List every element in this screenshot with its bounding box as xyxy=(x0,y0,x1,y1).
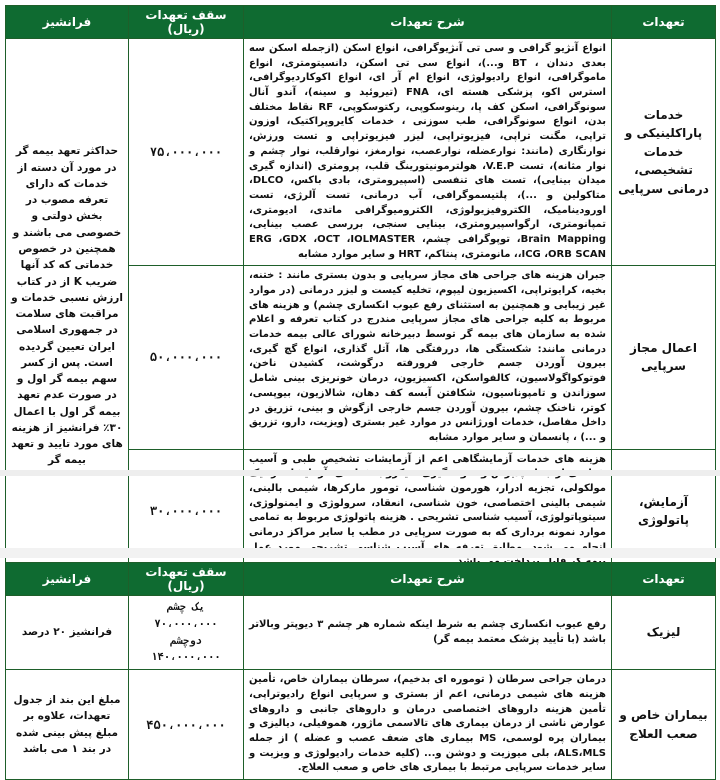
cap-cell: ۴۵۰،۰۰۰،۰۰۰ xyxy=(129,670,244,780)
table1-header-row xyxy=(6,6,716,39)
franchise-cell: حداکثر تعهد بیمه گر در مورد آن دسته از خدمات که دارای تعرفه مصوب در بخش دولتی و خصوصی می باشند و همچنین در خصوص خدماتی که کد آنها ضریب K از در کتاب ارزش نسبی خدمات و مراقبت های سلامت در جمهوری اسلامی ایران تعیین گردیده است. پس از کسر سهم بیمه گر اول و در صورت عدم تعهد بیمه گر اول با اعمال ۳۰٪ فرانشیز از هزینه های مورد تایید و تعهد بیمه گر xyxy=(6,39,129,574)
coverage-table-1-grid xyxy=(5,5,716,574)
coverage-table-2-grid xyxy=(5,562,716,780)
coverage-cell: آزمایش، پاتولوژی xyxy=(612,449,716,574)
franchise-cell: فرانشیز ۲۰ درصد xyxy=(6,596,129,670)
coverage-cell: لیزیک xyxy=(612,596,716,670)
page-gap xyxy=(0,548,720,558)
coverage-table-2 xyxy=(5,562,715,780)
table-row xyxy=(6,596,716,670)
description-cell: رفع عیوب انکساری چشم به شرط اینکه شماره هر چشم ۳ دیوپتر وبالاتر باشد (با تأیید پزشک معتمد بیمه گر) xyxy=(244,596,612,670)
franchise-cell: مبلغ این بند از جدول تعهدات، علاوه بر مبلغ پیش بینی شده در بند ۱ می باشد xyxy=(6,670,129,780)
cap-cell: ۵۰،۰۰۰،۰۰۰ xyxy=(129,266,244,449)
cap-cell: ۳۰،۰۰۰،۰۰۰ xyxy=(129,449,244,574)
table-row xyxy=(6,39,716,266)
header-franchise: فرانشیز xyxy=(6,6,129,39)
header-coverage: تعهدات xyxy=(612,6,716,39)
page-separator xyxy=(0,470,720,476)
header-description: شرح تعهدات xyxy=(244,6,612,39)
coverage-cell: اعمال مجاز سرپایی xyxy=(612,266,716,449)
header-franchise: فرانشیز xyxy=(6,563,129,596)
header-description: شرح تعهدات xyxy=(244,563,612,596)
header-coverage: تعهدات xyxy=(612,563,716,596)
description-cell: انواع آنژیو گرافی و سی تی آنژیوگرافی، انواع اسکن (ازجمله اسکن سه بعدی دندان ، BT و...)، انواع سی تی اسکن، دانسیتومتری، انواع ماموگرافی، انواع رادیولوژی، انواع ام آر ای، انواع اکوکاردیوگرافی، استرس اکو، پزشکی هسته ای، FNA (تیروئید و سینه)، آندو آنال سونوگرافی، اسکن کف پا، رینوسکوپی، رکتوسکوپی، RF نقاط مختلف بدن، انواع سونوگرافی، طب سوزنی ، خدمات کایروپراکتیک، اوزون تراپی، مگنت تراپی، فیزیوتراپی، لیزر فیزیوتراپی و تست ورزش، نوارنگاری (مانند: نوارعضله، نوارعصب، نوارمغز، نوارقلب، نوار چشم و نوار مثانه)، تست V.E.P، هولترمونیتورینگ قلب، پرومتری (اندازه گیری میدان بینایی)، تست های تنفسی (اسپیرومتری، بادی باکس، DLCO، متاکولین و ...)، پلتیسموگرافی، آب درمانی، تست آلرژی، تست اورودینامیک، الکتروفیزیولوژی، الکترومیوگرافی ماتدی، ادیومتری، تمپانومتری، ارگواسپیرومتری، بینایی سنجی، بررسی عصب بینایی، Brain Mapping، توپوگرافی چشم، ERG ،GDX ،OCT ،IOLMASTER ،ICG ،ORB SCAN، مانومتری، پنتاکم، HRT و سایر موارد مشابه xyxy=(244,39,612,266)
description-cell: درمان جراحی سرطان ( توموره ای بدخیم)، سرطان بیماران خاص، تأمین هزینه های شیمی درمانی، اعم از بستری و سرپایی انواع رادیوتراپی، تأمین هزینه داروهای اختصاصی درمان و داروهای جانبی و داروهای عوارض ناشی از درمان بیماری های تالاسمی ماژور، هموفیلی، دیالیزی و بیماران پره لوسمی، MS بیماری های ضعف عصب و عضله ) از جمله ALS،MLS، بلی میوزیت و دوشن و... (کلیه خدمات رادیولوژی و ویزیت و سایر خدمات سرپایی مرتبط با بیماری های خاص و صعب العلاج. xyxy=(244,670,612,780)
header-cap: سقف تعهدات (ریال) xyxy=(129,6,244,39)
header-cap: سقف تعهدات (ریال) xyxy=(129,563,244,596)
cap-cell: ۷۵،۰۰۰،۰۰۰ xyxy=(129,39,244,266)
coverage-cell: بیماران خاص و صعب العلاج xyxy=(612,670,716,780)
cap-cell xyxy=(129,596,244,670)
cap-one-eye: یک چشم ۷۰،۰۰۰،۰۰۰ xyxy=(154,601,218,630)
table-row xyxy=(6,670,716,780)
cap-two-eyes: دوچشم ۱۴۰،۰۰۰،۰۰۰ xyxy=(151,634,221,664)
coverage-table-1 xyxy=(5,5,715,574)
description-cell: هزینه های خدمات آزمایشگاهی اعم از آزمایشات تشخیص طبی و آسیب مولکولی، تجزیه ادرار، هورمون شناسی، تومور مارکرها، شیمی بالینی، شیمی بالینی اختصاصی، خون شناسی، انعقاد، سرولوژی و ایمنولوژی، سیتوپاتولوژی، آسیب شناسی تشریحی . هزینه پاتولوژی مربوط به تمامی موارد نمونه برداری که به صورت سرپایی در مطب یا سایر مراکز درمانی xyxy=(244,449,612,574)
description-cell: جبران هزینه های جراحی های مجاز سرپایی و بدون بستری مانند : ختنه، بخیه، کرایوتراپی، اکسیزیون لیپوم، تخلیه کیست و لیزر درمانی (در موارد غیر زیبایی و همچنین به استثنای رفع عیوب انکساری چشم) و هزینه های مربوط به کلیه جراحی های مجاز سرپایی مندرج در کتاب تعرفه و اعلام شده به سازمان های بیمه گر توسط دبیرخانه شورای عالی بیمه خدمات درمانی مانند: شکستگی ها، دررفتگی ها، آتل گذاری، انواع گچ گیری، بیرون آوردن جسم خارجی فرورفته درگوشت، کشیدن ناخن، فوتوکواگولاسیون، کالفواسکن، اکسیزیون، درمان خونریزی بینی شامل سوزاندن و تامپوناسیون، شکافتن آبسه کف دهان، شالازیون، بیوپسی، کوتر، ناخنک چشم، بیرون آوردن جسم خارجی ازگوش و بینی، تزریق در داخل مفاصل، خدمات اورژانس در موارد غیر بستری (ویزیت، دارو، تزریق و ...) ، پانسمان و سایر موارد مشابه xyxy=(244,266,612,449)
coverage-cell: خدمات پاراکلینیکی و خدمات تشخیصی، درمانی سرپایی xyxy=(612,39,716,266)
table2-header-row xyxy=(6,563,716,596)
